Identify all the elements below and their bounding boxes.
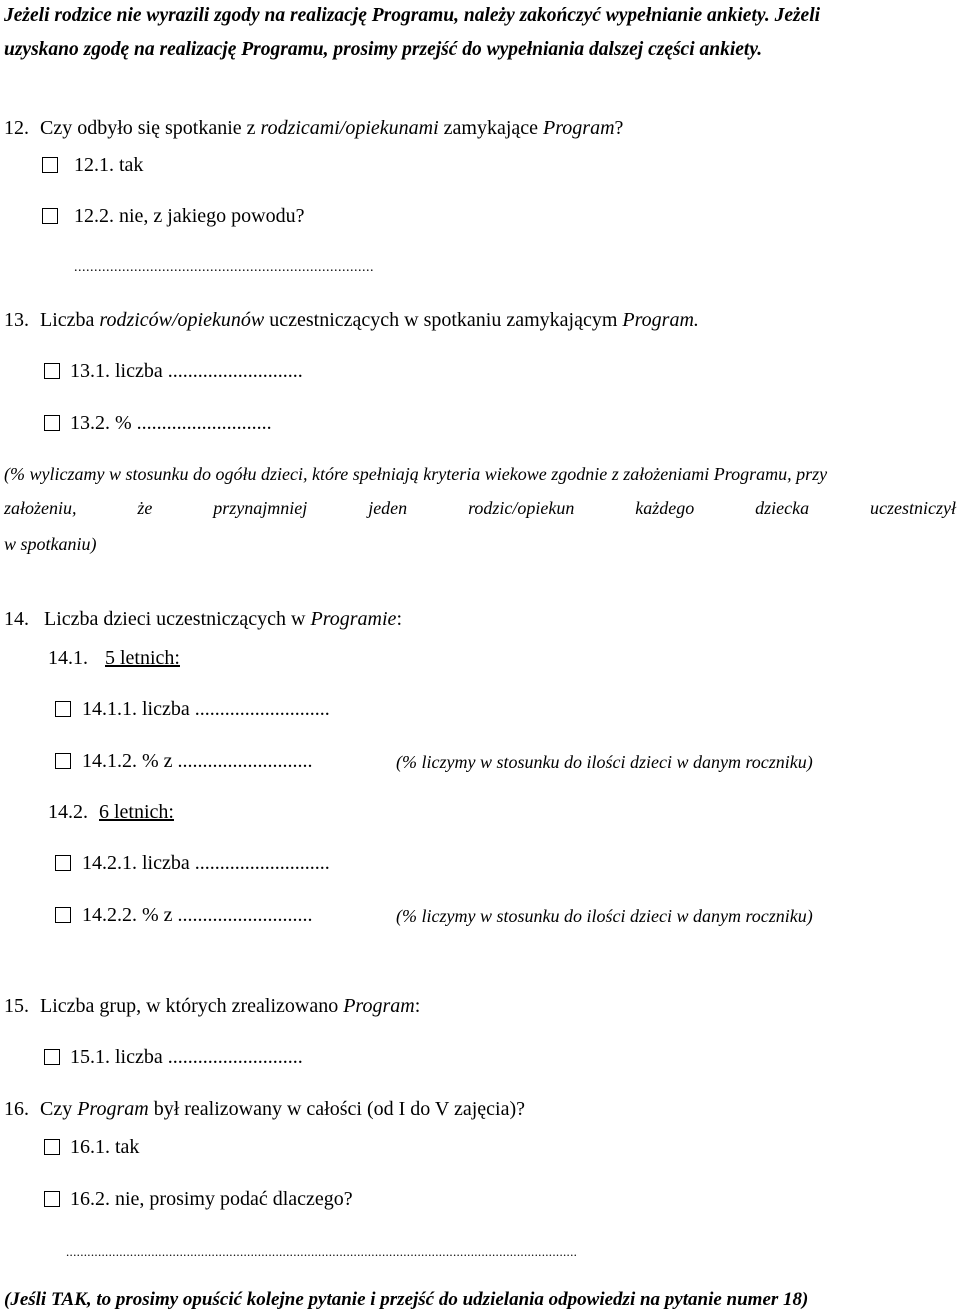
note-13-line-1: (% wyliczamy w stosunku do ogółu dzieci, które spełniają kryteria wiekowe zgodnie z założeniami Programu, przy — [4, 464, 828, 484]
note-word: założeniu, — [4, 498, 77, 518]
question-15 — [4, 994, 420, 1018]
checkbox-14-1-1[interactable] — [55, 701, 71, 717]
subsection-14-2 — [48, 800, 174, 824]
subsection-number: 14.2. — [48, 801, 88, 823]
question-text: Liczba grup, w których zrealizowano — [40, 995, 344, 1017]
checkbox-13-1[interactable] — [44, 363, 60, 379]
question-text-italic: Program. — [622, 309, 699, 331]
question-text: Czy — [40, 1098, 78, 1120]
checkbox-14-2-1[interactable] — [55, 855, 71, 871]
option-14-1-2-label: 14.1.2. % z ........................... — [82, 750, 313, 772]
note-word: rodzic/opiekun — [468, 498, 575, 518]
question-text: : — [396, 608, 402, 630]
subsection-14-1 — [48, 646, 180, 670]
question-text: zamykające — [438, 117, 544, 139]
question-text-italic: Program — [77, 1098, 149, 1120]
question-14 — [4, 607, 402, 631]
option-13-1-label: 13.1. liczba ........................... — [70, 360, 303, 382]
question-number: 12. — [4, 117, 29, 139]
question-text-italic: Programie — [310, 608, 397, 630]
subsection-label: 6 letnich: — [99, 801, 174, 823]
option-12-1-label: 12.1. tak — [74, 154, 144, 176]
note-word: każdego — [635, 498, 695, 518]
checkbox-12-2[interactable] — [42, 208, 58, 224]
option-15-1-label: 15.1. liczba ........................... — [70, 1046, 303, 1068]
option-16-2-label: 16.2. nie, prosimy podać dlaczego? — [70, 1188, 353, 1210]
question-text: : — [414, 995, 421, 1017]
question-text: uczestniczących w spotkaniu zamykającym — [264, 309, 623, 331]
question-text: Liczba — [40, 309, 100, 331]
question-text-italic: rodzicami/opiekunami — [260, 117, 439, 139]
checkbox-14-2-2[interactable] — [55, 907, 71, 923]
checkbox-14-1-2[interactable] — [55, 753, 71, 769]
question-16 — [4, 1097, 525, 1121]
option-14-2-2-label: 14.2.2. % z ........................... — [82, 904, 313, 926]
checkbox-12-1[interactable] — [42, 157, 58, 173]
question-number: 15. — [4, 995, 29, 1017]
question-text-italic: Program — [543, 117, 615, 139]
question-text: był realizowany w całości (od I do V zajęcia)? — [148, 1098, 526, 1120]
question-text-italic: Program — [343, 995, 415, 1017]
note-word: dziecka — [755, 498, 810, 518]
question-number: 16. — [4, 1098, 29, 1120]
question-text: Czy odbyło się spotkanie z — [40, 117, 261, 139]
footer-note: (Jeśli TAK, to prosimy opuścić kolejne pytanie i przejść do udzielania odpowiedzi na pytanie numer 18) — [4, 1289, 809, 1310]
intro-line-1: Jeżeli rodzice nie wyrazili zgody na realizację Programu, należy zakończyć wypełnianie ankiety. Jeżeli — [4, 5, 821, 26]
option-16-1-label: 16.1. tak — [70, 1136, 140, 1158]
question-text: ? — [614, 117, 624, 139]
checkbox-16-2[interactable] — [44, 1191, 60, 1207]
subsection-number: 14.1. — [48, 647, 88, 669]
subsection-label: 5 letnich: — [105, 647, 180, 669]
question-12 — [4, 116, 623, 140]
note-14-2-2: (% liczymy w stosunku do ilości dzieci w danym roczniku) — [396, 906, 813, 926]
option-14-1-1-label: 14.1.1. liczba ........................... — [82, 698, 330, 720]
question-13 — [4, 308, 699, 332]
checkbox-13-2[interactable] — [44, 415, 60, 431]
note-13-line-2 — [4, 496, 956, 520]
question-text-italic: rodziców/opiekunów — [99, 309, 265, 331]
note-14-1-2: (% liczymy w stosunku do ilości dzieci w danym roczniku) — [396, 752, 813, 772]
note-word: jeden — [368, 498, 408, 518]
option-13-2-label: 13.2. % ........................... — [70, 412, 272, 434]
note-13-line-3: w spotkaniu) — [4, 534, 97, 554]
note-word: że — [137, 498, 153, 518]
checkbox-16-1[interactable] — [44, 1139, 60, 1155]
answer-line-16[interactable]: ................................................................................................................................................ — [66, 1244, 578, 1259]
option-12-2-label: 12.2. nie, z jakiego powodu? — [74, 205, 305, 227]
question-text: Liczba dzieci uczestniczących w — [44, 608, 311, 630]
note-word: uczestniczył — [870, 498, 956, 518]
answer-line-12[interactable]: ........................................................................... — [74, 260, 374, 275]
intro-line-2: uzyskano zgodę na realizację Programu, prosimy przejść do wypełniania dalszej części ankiety. — [4, 39, 763, 60]
checkbox-15-1[interactable] — [44, 1049, 60, 1065]
option-14-2-1-label: 14.2.1. liczba ........................... — [82, 852, 330, 874]
question-number: 14. — [4, 608, 29, 630]
note-word: przynajmniej — [213, 498, 308, 518]
question-number: 13. — [4, 309, 29, 331]
